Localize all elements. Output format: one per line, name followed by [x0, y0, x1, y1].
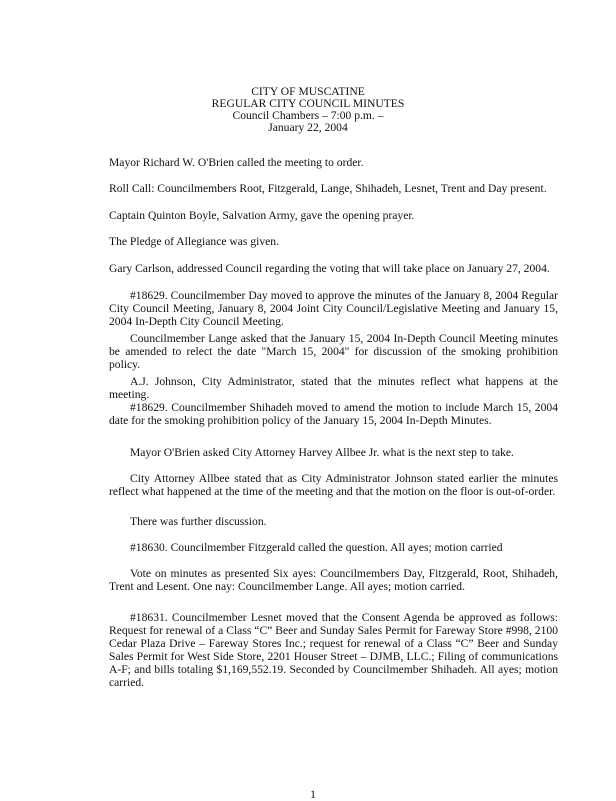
page-number: 1 [310, 788, 316, 801]
paragraph-consent-agenda: #18631. Councilmember Lesnet moved that the Consent Agenda be approved as follows: Request for renewal of a Class “C” Beer and Sunday Sales Permit for Fareway Store #998, 2100 Cedar Plaza Drive – Fareway Stores Inc.; request for renewal of a Class “C” Beer and Sunday Sales Permit for West Side Store, 2201 Houser Street – DJMB, LLC.; Filing of communications A-F; and bills totaling $1,169,552.19. Seconded by Councilmember Shihadeh. All ayes; motion carried. [109, 611, 558, 689]
paragraph-vote: Vote on minutes as presented Six ayes: Councilmembers Day, Fitzgerald, Root, Shihadeh, Trent and Lesent. One nay: Councilmember Lange. All ayes; motion carried. [109, 567, 558, 593]
paragraph-attorney: City Attorney Allbee stated that as City Administrator Johnson stated earlier the minutes reflect what happened at the time of the meeting and that the motion on the floor is out-of-order. [109, 472, 558, 498]
document-title: CITY OF MUSCATINE [251, 85, 365, 98]
paragraph-public-comment: Gary Carlson, addressed Council regarding the voting that will take place on January 27, 2004. [109, 262, 550, 275]
paragraph-call-to-order: Mayor Richard W. O'Brien called the meeting to order. [109, 156, 364, 169]
paragraph-motion-18629: #18629. Councilmember Day moved to approve the minutes of the January 8, 2004 Regular City Council Meeting, January 8, 2004 Joint City Council/Legislative Meeting and January 15, 2004 In-Depth City Council Meeting. [109, 289, 558, 328]
meeting-location: Council Chambers – 7:00 p.m. – [232, 109, 384, 122]
paragraph-pledge: The Pledge of Allegiance was given. [109, 235, 279, 248]
paragraph-lange-request: Councilmember Lange asked that the January 15, 2004 In-Depth Council Meeting minutes be amended to relect the date "March 15, 2004" for discussion of the smoking prohibition policy. [109, 332, 558, 371]
document-subtitle: REGULAR CITY COUNCIL MINUTES [211, 97, 405, 110]
paragraph-roll-call: Roll Call: Councilmembers Root, Fitzgerald, Lange, Shihadeh, Lesnet, Trent and Day present. [109, 182, 547, 195]
meeting-date: January 22, 2004 [268, 121, 348, 134]
paragraph-amend-motion: #18629. Councilmember Shihadeh moved to amend the motion to include March 15, 2004 date for the smoking prohibition policy of the January 15, 2004 In-Depth Minutes. [109, 401, 558, 427]
paragraph-mayor-question: Mayor O'Brien asked City Attorney Harvey Allbee Jr. what is the next step to take. [130, 446, 514, 459]
paragraph-motion-18630: #18630. Councilmember Fitzgerald called the question. All ayes; motion carried [130, 541, 503, 554]
paragraph-administrator: A.J. Johnson, City Administrator, stated that the minutes reflect what happens at the meeting. [109, 375, 558, 401]
paragraph-prayer: Captain Quinton Boyle, Salvation Army, gave the opening prayer. [109, 209, 415, 222]
paragraph-discussion: There was further discussion. [130, 515, 267, 528]
